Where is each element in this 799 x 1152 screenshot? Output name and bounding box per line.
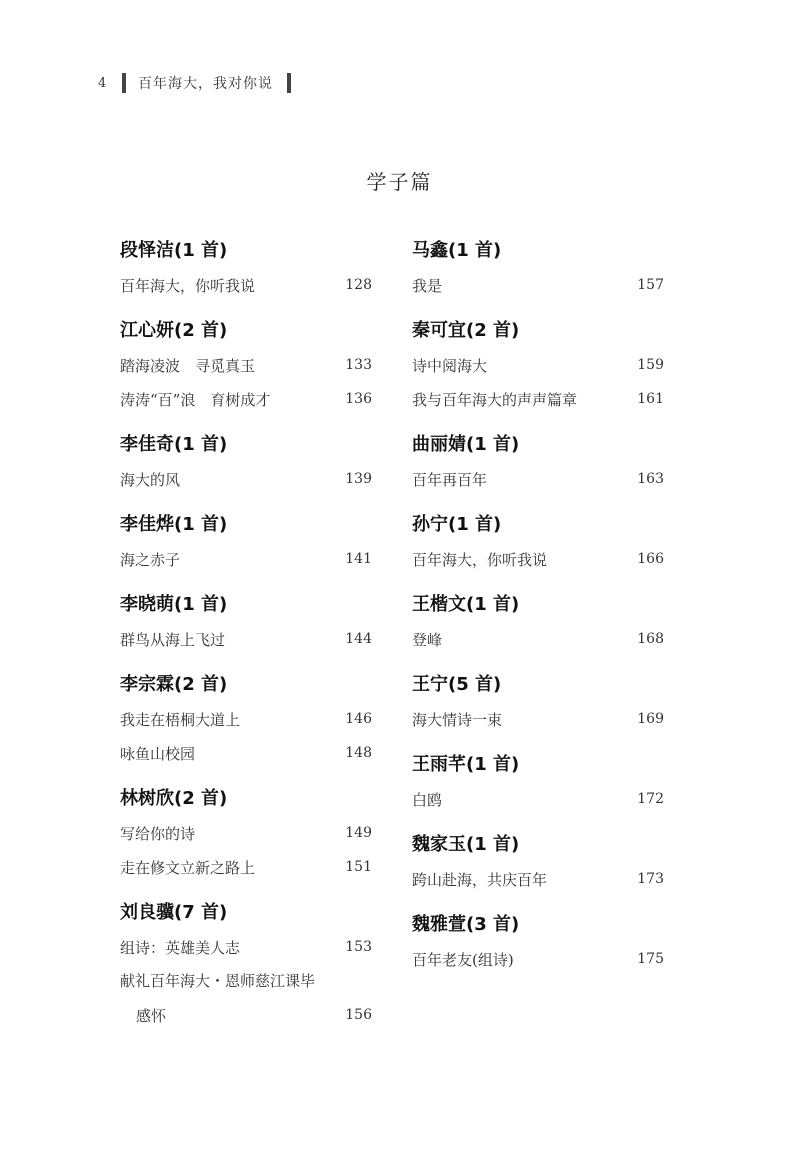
entry-title: 走在修文立新之路上	[120, 858, 256, 877]
entry-title: 咏鱼山校园	[120, 744, 196, 763]
page-number: 4	[98, 75, 107, 91]
entry-title: 白鸥	[412, 790, 443, 809]
toc-entry[interactable]	[120, 702, 372, 736]
author-name: 李佳奇(1 首)	[120, 434, 228, 455]
author-name: 王雨芊(1 首)	[412, 754, 520, 775]
entry-title: 海大情诗一束	[412, 710, 503, 729]
running-title: 百年海大，我对你说	[138, 76, 273, 92]
entry-title: 群鸟从海上飞过	[120, 630, 226, 649]
author-group	[120, 782, 372, 884]
toc-entry[interactable]	[120, 382, 372, 416]
toc-entry[interactable]	[412, 348, 664, 382]
entry-title: 写给你的诗	[120, 824, 196, 843]
entry-page: 161	[637, 391, 664, 407]
entry-title: 踏海凌波 寻觅真玉	[120, 356, 256, 375]
author-name: 孙宁(1 首)	[412, 514, 502, 535]
author-group	[412, 588, 664, 656]
entry-title-line2: 感怀	[136, 1006, 167, 1025]
entry-title: 我走在梧桐大道上	[120, 710, 241, 729]
author-group	[412, 234, 664, 302]
author-name: 江心妍(2 首)	[120, 320, 228, 341]
toc-entry[interactable]	[412, 268, 664, 302]
entry-page: 151	[345, 859, 372, 875]
entry-page: 169	[637, 711, 664, 727]
toc-entry[interactable]	[120, 462, 372, 496]
entry-title: 百年海大，你听我说	[120, 276, 256, 295]
author-group	[120, 428, 372, 496]
author-group	[412, 314, 664, 416]
toc-entry[interactable]	[120, 268, 372, 302]
entry-page: 173	[637, 871, 664, 887]
entry-page: 146	[345, 711, 372, 727]
toc-entry[interactable]	[412, 942, 664, 976]
toc-entry[interactable]	[120, 622, 372, 656]
entry-page: 133	[345, 357, 372, 373]
author-name: 李宗霖(2 首)	[120, 674, 228, 695]
toc-entry[interactable]	[120, 348, 372, 382]
entry-page: 149	[345, 825, 372, 841]
entry-title-line1: 献礼百年海大・恩师慈江课毕	[120, 972, 316, 990]
toc-entry[interactable]	[120, 736, 372, 770]
entry-title: 登峰	[412, 630, 443, 649]
author-name: 李晓萌(1 首)	[120, 594, 228, 615]
author-group	[120, 234, 372, 302]
entry-page: 172	[637, 791, 664, 807]
toc-entry-wrapped[interactable]	[120, 964, 372, 1032]
author-group	[412, 668, 664, 736]
entry-page: 144	[345, 631, 372, 647]
author-group	[412, 908, 664, 976]
author-group	[120, 314, 372, 416]
toc-entry[interactable]	[412, 462, 664, 496]
entry-title: 百年老友(组诗)	[412, 950, 514, 969]
toc-entry[interactable]	[120, 816, 372, 850]
author-name: 曲丽婧(1 首)	[412, 434, 520, 455]
author-name: 刘良骥(7 首)	[120, 902, 228, 923]
entry-title: 跨山赴海，共庆百年	[412, 870, 548, 889]
entry-page: 136	[345, 391, 372, 407]
header-divider-left	[122, 73, 126, 93]
entry-page: 168	[637, 631, 664, 647]
author-group	[120, 896, 372, 1032]
entry-page: 175	[637, 951, 664, 967]
entry-page: 148	[345, 745, 372, 761]
author-group	[120, 588, 372, 656]
author-group	[412, 748, 664, 816]
entry-page: 166	[637, 551, 664, 567]
author-name: 林树欣(2 首)	[120, 788, 228, 809]
entry-page: 153	[345, 939, 372, 955]
section-title: 学子篇	[366, 170, 433, 194]
entry-title: 我与百年海大的声声篇章	[412, 390, 578, 409]
entry-title: 组诗：英雄美人志	[120, 938, 241, 957]
author-name: 秦可宜(2 首)	[412, 320, 520, 341]
entry-title: 百年再百年	[412, 470, 488, 489]
toc-entry[interactable]	[412, 862, 664, 896]
author-name: 魏家玉(1 首)	[412, 834, 520, 855]
toc-entry[interactable]	[120, 850, 372, 884]
author-name: 李佳烨(1 首)	[120, 514, 228, 535]
author-group	[120, 668, 372, 770]
entry-page: 128	[345, 277, 372, 293]
author-name: 王楷文(1 首)	[412, 594, 520, 615]
toc-left-column	[120, 234, 372, 1044]
author-group	[412, 508, 664, 576]
entry-page: 163	[637, 471, 664, 487]
author-group	[412, 828, 664, 896]
author-group	[120, 508, 372, 576]
entry-title: 我是	[412, 276, 443, 295]
toc-entry[interactable]	[412, 382, 664, 416]
toc-entry[interactable]	[412, 702, 664, 736]
entry-page: 139	[345, 471, 372, 487]
toc-entry[interactable]	[120, 542, 372, 576]
entry-page: 159	[637, 357, 664, 373]
toc-entry[interactable]	[120, 930, 372, 964]
toc-right-column	[412, 234, 664, 988]
header-divider-right	[287, 73, 291, 93]
entry-title: 涛涛“百”浪 育树成才	[120, 390, 271, 409]
toc-entry[interactable]	[412, 542, 664, 576]
toc-entry[interactable]	[412, 782, 664, 816]
running-header	[98, 72, 291, 94]
toc-entry[interactable]	[412, 622, 664, 656]
entry-page: 141	[345, 551, 372, 567]
entry-title: 诗中阅海大	[412, 356, 488, 375]
entry-title: 海大的风	[120, 470, 181, 489]
author-name: 魏雅萱(3 首)	[412, 914, 520, 935]
author-name: 马鑫(1 首)	[412, 240, 502, 261]
author-group	[412, 428, 664, 496]
entry-title: 百年海大，你听我说	[412, 550, 548, 569]
entry-title: 海之赤子	[120, 550, 181, 569]
entry-page: 156	[345, 1007, 372, 1023]
author-name: 段怿洁(1 首)	[120, 240, 228, 261]
entry-page: 157	[637, 277, 664, 293]
author-name: 王宁(5 首)	[412, 674, 502, 695]
